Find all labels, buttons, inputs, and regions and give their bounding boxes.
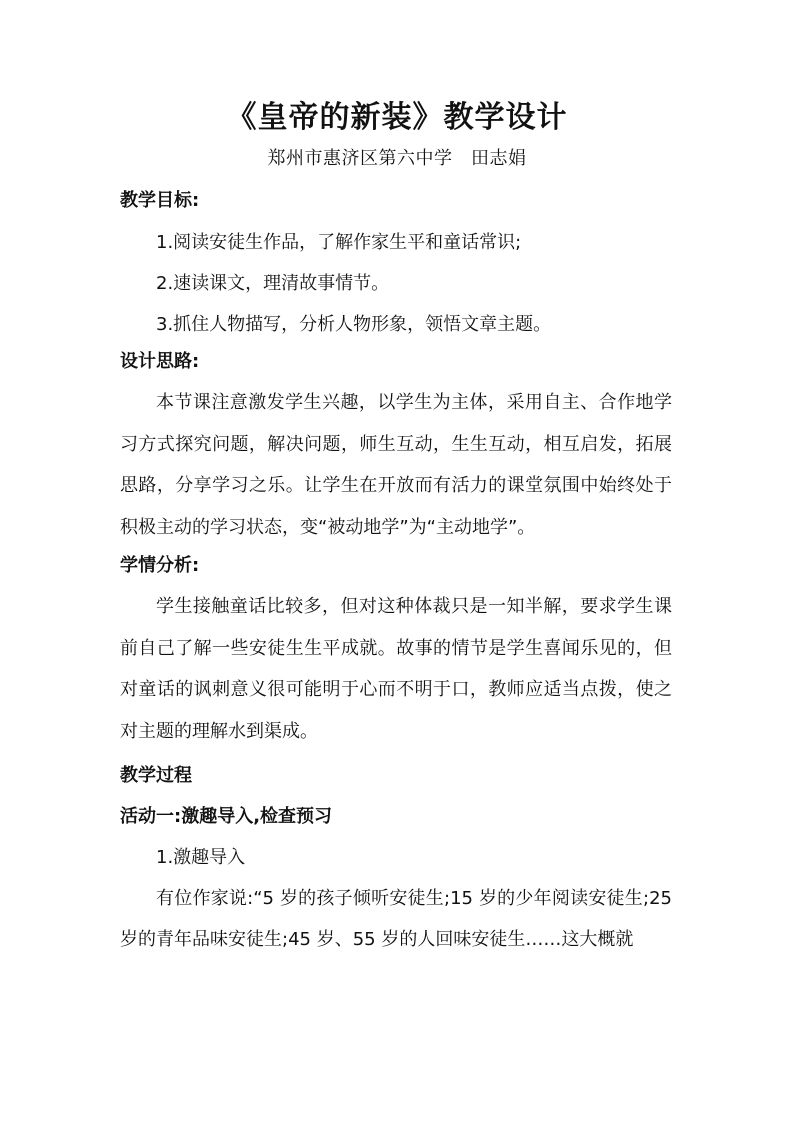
activity1-paragraph: 有位作家说:“5 岁的孩子倾听安徒生;15 岁的少年阅读安徒生;25 岁的青年品味安徒生;45 岁、55 岁的人回味安徒生……这大概就 xyxy=(120,887,672,951)
design-idea-paragraph: 本节课注意激发学生兴趣，以学生为主体，采用自主、合作地学习方式探究问题，解决问题，师生互动，生生互动，相互启发，拓展思路，分享学习之乐。让学生在开放而有活力的课堂氛围中始终处于积极主动的学习状态，变“被动地学”为“主动地学”。 xyxy=(120,392,672,539)
objective-item: 3.抓住人物描写，分析人物形象，领悟文章主题。 xyxy=(156,314,552,335)
objective-item: 2.速读课文，理清故事情节。 xyxy=(156,273,390,294)
process-heading: 教学过程 xyxy=(120,764,192,786)
document-title: 《皇帝的新装》教学设计 xyxy=(226,100,568,135)
design-idea-heading: 设计思路: xyxy=(120,351,200,372)
objectives-heading: 教学目标: xyxy=(120,190,200,211)
learner-analysis-heading: 学情分析: xyxy=(120,554,200,576)
activity1-heading: 活动一:激趣导入,检查预习 xyxy=(120,805,333,827)
document-author: 郑州市惠济区第六中学 田志娟 xyxy=(267,148,527,169)
learner-analysis-paragraph: 学生接触童话比较多，但对这种体裁只是一知半解，要求学生课前自己了解一些安徒生生平成就。故事的情节是学生喜闻乐见的，但对童话的讽刺意义很可能明于心而不明于口，教师应适当点拨，使之对主题的理解水到渠成。 xyxy=(120,595,672,742)
objective-item: 1.阅读安徒生作品，了解作家生平和童话常识; xyxy=(156,232,522,253)
activity1-step1: 1.激趣导入 xyxy=(156,846,246,868)
document-body xyxy=(120,184,672,961)
